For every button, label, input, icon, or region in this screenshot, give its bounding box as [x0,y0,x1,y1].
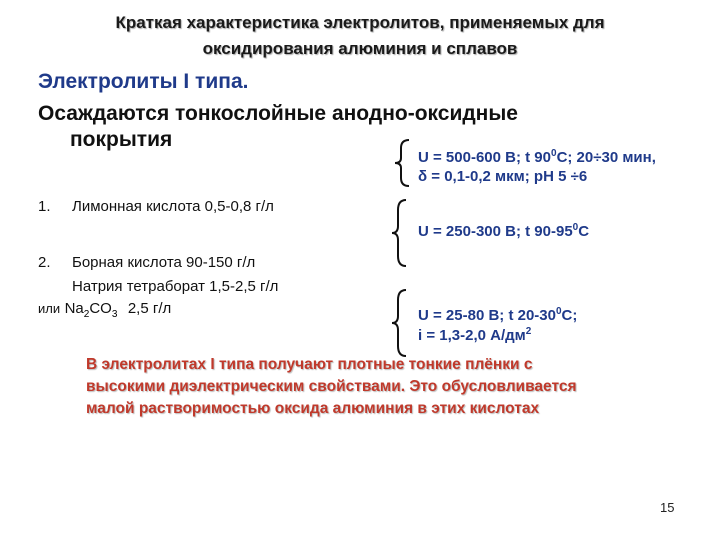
param-3-square: 2 [525,326,532,337]
list-item-2-extra: Натрия тетраборат 1,5-2,5 г/л [72,278,279,295]
list-item-1-name: Лимонная кислота 0,5-0,8 г/л [72,198,274,215]
formula-na-sub: 2 [83,309,90,321]
param-2-voltage-temp: U = 250-300 В; t 90-95 [418,223,573,240]
conclusion-line-3: малой растворимостью оксида алюминия в этих кислотах [86,400,540,417]
formula-na: Na [64,300,84,317]
subheading-line-1: Осаждаются тонкослойные анодно-оксидные [38,102,518,125]
param-set-3-line-1 [418,306,577,324]
page-title-line-1: Краткая характеристика электролитов, применяемых для [115,13,605,32]
param-3-unit: С; [561,307,578,324]
subheading-line-2: покрытия [70,128,173,151]
param-2-degree: 0 [572,222,579,233]
alt-formula-line [38,300,171,320]
conclusion-line-1: В электролитах I типа получают плотные тонкие плёнки с [86,356,533,373]
conclusion-line-2: высокими диэлектрическим свойствами. Это обусловливается [86,378,577,395]
param-set-3-line-2 [418,326,531,344]
formula-co-sub: 3 [111,309,118,321]
brace-1-icon [395,138,415,188]
section-heading: Электролиты I типа. [38,70,249,93]
param-3-degree: 0 [555,306,562,317]
formula-amount: 2,5 г/л [127,300,172,317]
param-set-1-line-2: δ = 0,1-0,2 мкм; рН 5 ÷6 [418,168,588,185]
param-1-voltage-temp: U = 500-600 В; t 90 [418,149,551,166]
param-set-2-line-1 [418,222,589,240]
list-item-2-number: 2. [38,254,51,271]
brace-3-icon [392,288,412,358]
formula-co: CO [89,300,112,317]
param-1-degree: 0 [551,148,557,159]
param-1-time: С; 20÷30 мин, [556,149,656,166]
param-3-voltage-temp: U = 25-80 В; t 20-30 [418,307,556,324]
param-2-unit: С [578,223,590,240]
list-item-2-name: Борная кислота 90-150 г/л [72,254,256,271]
page-title-line-2: оксидирования алюминия и сплавов [202,39,518,58]
alt-prefix: или [38,301,61,316]
param-set-1-line-1 [418,148,656,166]
param-3-current-density: i = 1,3-2,0 А/дм [418,327,526,344]
brace-2-icon [392,198,412,268]
page-number: 15 [660,500,675,515]
list-item-1-number: 1. [38,198,51,215]
